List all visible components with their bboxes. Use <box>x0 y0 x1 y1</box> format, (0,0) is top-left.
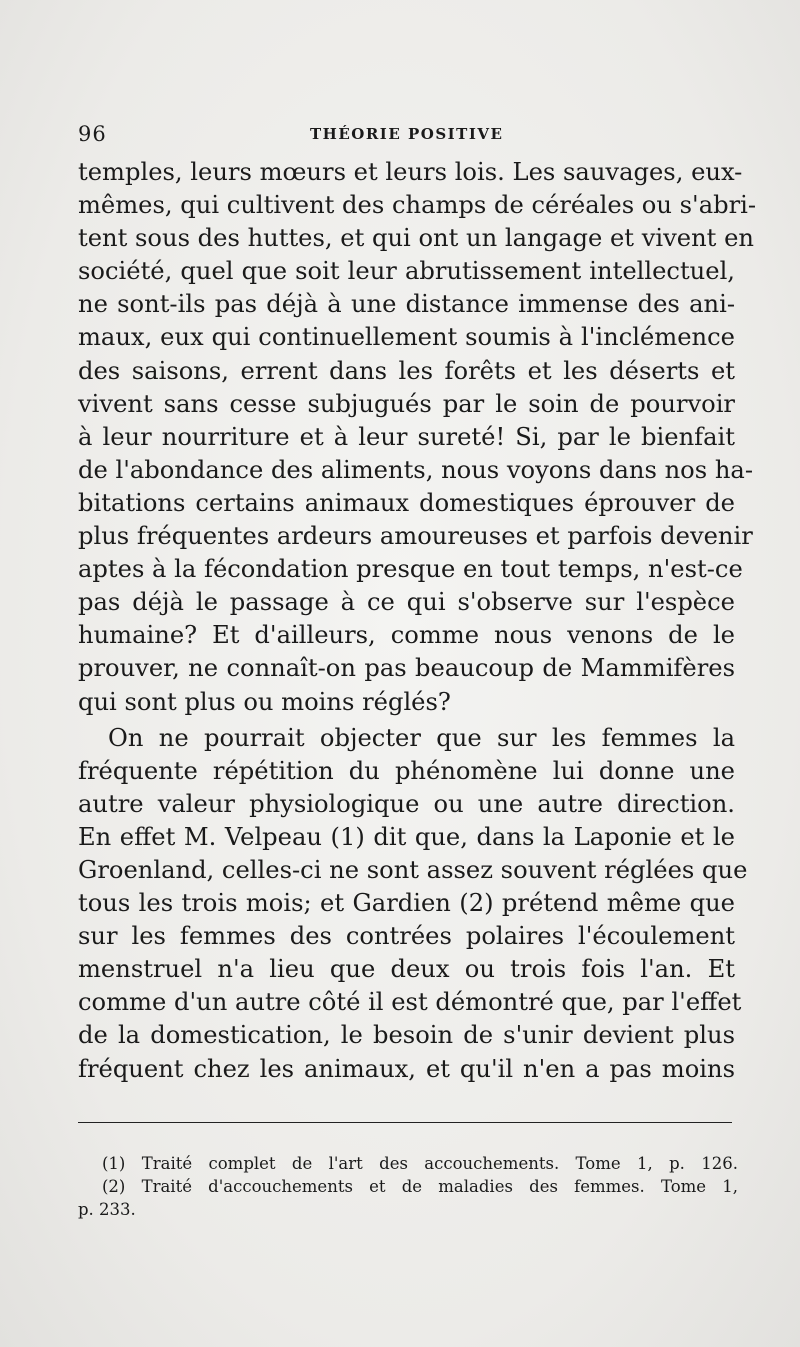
text-line: société, quel que soit leur abrutissement intellectuel, <box>78 257 735 286</box>
footnote-2-continuation: p. 233. <box>78 1200 136 1219</box>
page-header <box>78 122 735 148</box>
text-line: Groenland, celles-ci ne sont assez souvent réglées que <box>78 855 748 884</box>
footnote-2: (2) Traité d'accouchements et de maladies des femmes. Tome 1, <box>102 1177 738 1196</box>
text-line: comme d'un autre côté il est démontré que, par l'effet <box>78 988 742 1017</box>
text-line: fréquente répétition du phénomène lui donne une <box>78 756 735 785</box>
text-line: à leur nourriture et à leur sureté! Si, par le bienfait <box>78 422 735 451</box>
text-line: menstruel n'a lieu que deux ou trois fois l'an. Et <box>78 955 735 984</box>
text-line: de la domestication, le besoin de s'unir devient plus <box>78 1021 735 1050</box>
text-line: ne sont-ils pas déjà à une distance immense des ani- <box>78 290 735 319</box>
text-line: fréquent chez les animaux, et qu'il n'en a pas moins <box>78 1054 735 1083</box>
text-line: autre valeur physiologique ou une autre direction. <box>78 789 735 818</box>
text-line: sur les femmes des contrées polaires l'écoulement <box>78 922 735 951</box>
text-line: vivent sans cesse subjugués par le soin de pourvoir <box>78 389 735 418</box>
text-line: qui sont plus ou moins réglés? <box>78 687 451 716</box>
text-line: plus fréquentes ardeurs amoureuses et parfois devenir <box>78 522 753 551</box>
text-line: tent sous des huttes, et qui ont un langage et vivent en <box>78 224 754 253</box>
footnote-rule <box>78 1122 732 1123</box>
text-line: On ne pourrait objecter que sur les femmes la <box>108 723 735 752</box>
text-line: des saisons, errent dans les forêts et les déserts et <box>78 356 735 385</box>
running-title: THÉORIE POSITIVE <box>310 125 504 143</box>
text-line: bitations certains animaux domestiques éprouver de <box>78 488 735 517</box>
footnotes <box>78 1152 738 1221</box>
text-line: aptes à la fécondation presque en tout temps, n'est-ce <box>78 555 743 584</box>
page-number: 96 <box>78 122 107 146</box>
text-line: de l'abondance des aliments, nous voyons dans nos ha- <box>78 455 754 484</box>
text-line: humaine? Et d'ailleurs, comme nous venons de le <box>78 621 735 650</box>
text-line: pas déjà le passage à ce qui s'observe sur l'espèce <box>78 588 735 617</box>
text-line: prouver, ne connaît-on pas beaucoup de Mammifères <box>78 654 735 683</box>
text-line: En effet M. Velpeau (1) dit que, dans la Laponie et le <box>78 822 735 851</box>
body-text <box>78 156 757 1086</box>
text-line: temples, leurs mœurs et leurs lois. Les sauvages, eux- <box>78 158 743 186</box>
text-line: tous les trois mois; et Gardien (2) prétend même que <box>78 889 735 918</box>
footnote-1: (1) Traité complet de l'art des accouchements. Tome 1, p. 126. <box>102 1154 738 1173</box>
text-line: mêmes, qui cultivent des champs de céréales ou s'abri- <box>78 191 757 220</box>
text-line: maux, eux qui continuellement soumis à l'inclémence <box>78 323 735 352</box>
